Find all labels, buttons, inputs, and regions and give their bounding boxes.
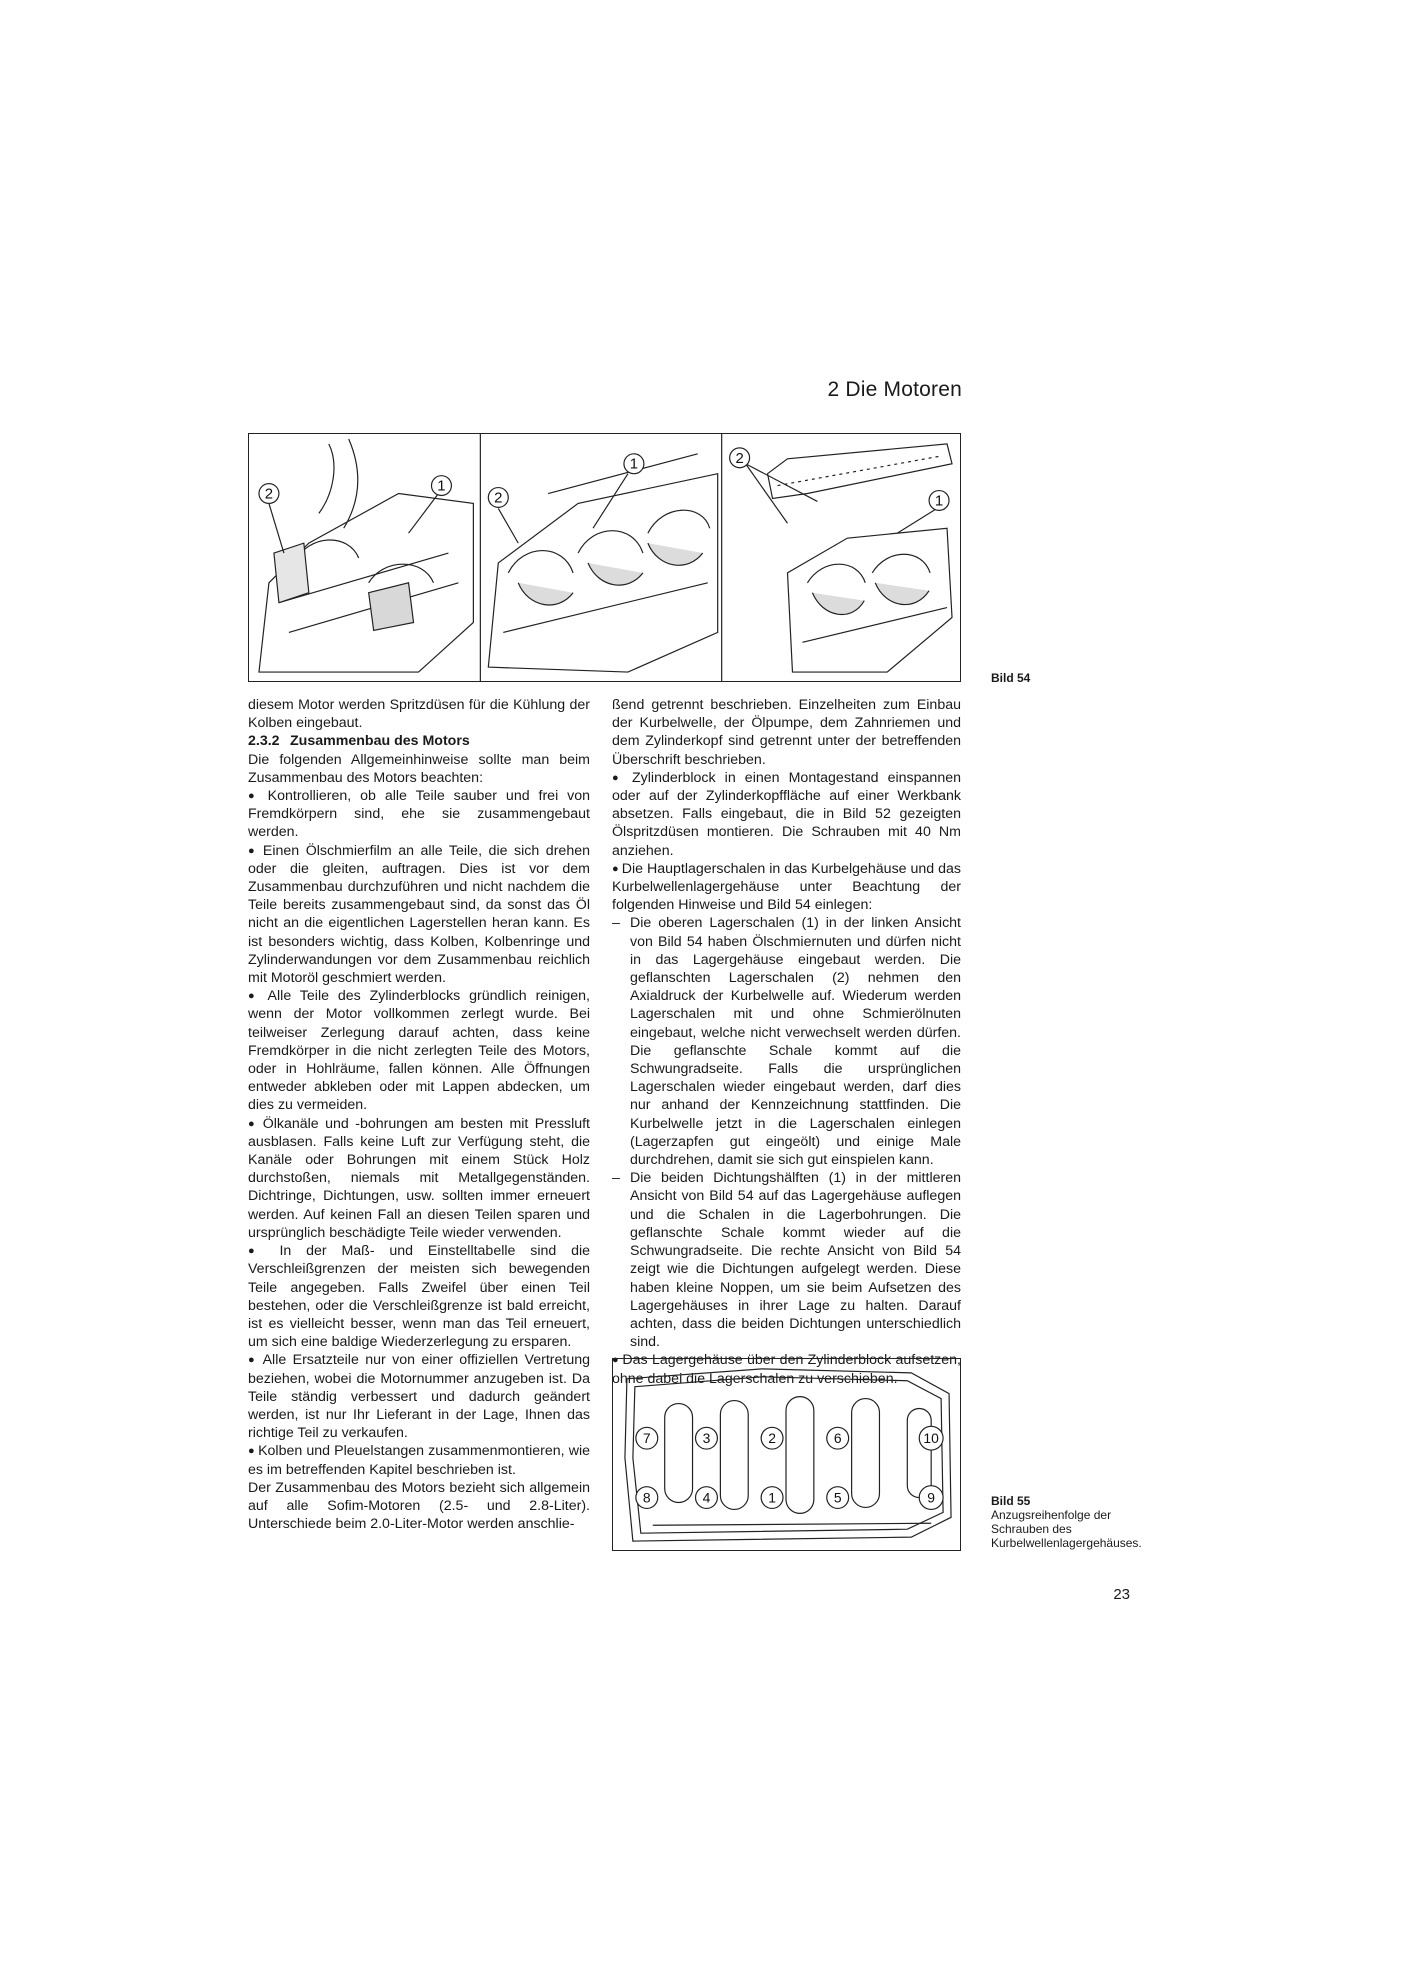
- closing-paragraph: Der Zusammenbau des Motors bezieht sich allgemein auf alle Sofim-Motoren (2.5- und 2.8-Liter). Unterschiede beim 2.0-Liter-Motor werden anschlie-: [248, 1479, 590, 1533]
- bolt-number: 9: [927, 1489, 936, 1506]
- section-title: Zusammenbau des Motors: [290, 733, 470, 750]
- page-number: 23: [1113, 1586, 1130, 1603]
- bullet-item: ● Die Hauptlagerschalen in das Kurbelgehäuse und das Kurbelwellenlagergehäuse unter Beachtung der folgenden Hinweise und Bild 54 einlegen:: [612, 860, 961, 915]
- figure-55-caption-text: Anzugsreihenfolge der Schrauben des Kurbelwellenlagergehäuses.: [991, 1508, 1142, 1550]
- bolt-number: 2: [768, 1430, 776, 1447]
- section-heading: [248, 732, 590, 750]
- bolt-number: 7: [642, 1430, 651, 1447]
- chapter-title: 2 Die Motoren: [827, 378, 962, 401]
- figure-54-marker: 1: [629, 456, 639, 473]
- bullet-item: ● Kolben und Pleuelstangen zusammenmontieren, wie es im betreffenden Kapitel beschrieben ist.: [248, 1442, 590, 1478]
- bullet-item: ● Zylinderblock in einen Montagestand einspannen oder auf der Zylinderkopffläche auf einer Werkbank absetzen. Falls eingebaut, die in Bild 52 gezeigten Ölspritzdüsen montieren. Die Schrauben mit 40 Nm anziehen.: [612, 769, 961, 860]
- bullet-item: ● Das Lagergehäuse über den Zylinderblock aufsetzen, ohne dabei die Lagerschalen zu verschieben.: [612, 1351, 961, 1387]
- bolt-number: 10: [923, 1430, 939, 1447]
- bullet-item: ● In der Maß- und Einstelltabelle sind die Verschleißgrenzen der meisten sich bewegenden Teile angegeben. Falls Zweifel über einen Teil bestehen, oder die Verschleißgrenze ist bald erreicht, ist es vielleicht besser, wenn man das Teil erneuert, um sich eine baldige Wiederzerlegung zu ersparen.: [248, 1242, 590, 1351]
- section-number: 2.3.2: [248, 733, 280, 750]
- continuation-paragraph: ßend getrennt beschrieben. Einzelheiten zum Einbau der Kurbelwelle, der Ölpumpe, dem Zahnriemen und dem Zylinderkopf sind getrennt unter der betreffenden Überschrift beschrieben.: [612, 697, 961, 768]
- lead-paragraph: Die folgenden Allgemeinhinweise sollte man beim Zusammenbau des Motors beachten:: [248, 751, 590, 786]
- figure-54-illustration: [248, 433, 961, 682]
- bullet-item: ● Alle Teile des Zylinderblocks gründlich reinigen, wenn der Motor vollkommen zerlegt wurde. Bei teilweiser Zerlegung darauf achten, dass keine Fremdkörper in die nicht zerlegten Teile des Motors, oder in Hohlräume, fallen können. Alle Öffnungen entweder abkleben oder mit Lappen abdecken, um dies zu vermeiden.: [248, 987, 590, 1114]
- figure-54-marker: 2: [494, 490, 503, 507]
- figure-54-marker: 1: [934, 493, 944, 510]
- dash-item: – Die oberen Lagerschalen (1) in der linken Ansicht von Bild 54 haben Ölschmiernuten und dürfen nicht in das Lagergehäuse eingebaut werden. Die geflanschten Lagerschalen (2) nehmen den Axialdruck der Kurbelwelle auf. Wiederum werden Lagerschalen mit und ohne Schmierölnuten eingebaut, welche nicht verwechselt werden dürfen. Die geflanschte Schale kommt auf die Schwungradseite. Falls die ursprünglichen Lagerschalen wieder eingebaut werden, darf dies nur anhand der Kennzeichnung stattfinden. Die Kurbelwelle jetzt in die Lagerschalen einlegen (Lagerzapfen gut eingeölt) und einige Male durchdrehen, damit sie sich gut einspielen kann.: [612, 914, 961, 1169]
- figure-55-caption: [991, 1494, 1141, 1550]
- figure-54-caption: Bild 54: [991, 671, 1031, 685]
- bolt-number: 6: [833, 1430, 842, 1447]
- bullet-item: ● Einen Ölschmierfilm an alle Teile, die sich drehen oder die gleiten, auftragen. Dies ist vor dem Zusammenbau durchzuführen und nicht nachdem die Teile bereits zusammengebaut sind, da sonst das Öl nicht an die eigentlichen Lagerstellen heran kann. Es ist besonders wichtig, dass Kolben, Kolbenringe und Zylinderwandungen vor dem Zusammenbau reichlich mit Motoröl geschmiert werden.: [248, 842, 590, 988]
- bullet-item: ● Ölkanäle und -bohrungen am besten mit Pressluft ausblasen. Falls keine Luft zur Verfügung steht, die Kanäle oder Bohrungen mit einem Stück Holz durchstoßen, niemals mit Metallgegenständen. Dichtringe, Dichtungen, usw. sollten immer erneuert werden. Auf keinen Fall an diesen Teilen sparen und ursprünglich beschädigte Teile wieder verwenden.: [248, 1115, 590, 1242]
- bolt-number: 5: [833, 1489, 842, 1506]
- right-column: [612, 696, 961, 1388]
- dash-item: – Die beiden Dichtungshälften (1) in der mittleren Ansicht von Bild 54 auf das Lagergehäuse auflegen und die Schalen in die Lagerbohrungen. Die geflanschte Schale kommt wieder auf die Schwungradseite. Die rechte Ansicht von Bild 54 zeigt wie die Dichtungen aufgelegt werden. Diese haben kleine Noppen, um sie beim Aufsetzen des Lagergehäuses in ihrer Lage zu halten. Darauf achten, dass die beiden Dichtungen unterschiedlich sind.: [612, 1169, 961, 1351]
- bolt-number: 4: [702, 1489, 711, 1506]
- bolt-number: 3: [702, 1430, 711, 1447]
- figure-54-marker: 1: [437, 478, 446, 495]
- bolt-number: 8: [642, 1489, 651, 1506]
- left-column: [248, 696, 590, 1533]
- bolt-number: 1: [768, 1489, 776, 1506]
- figure-54-marker: 2: [735, 450, 744, 467]
- figure-55-caption-label: Bild 55: [991, 1494, 1031, 1508]
- figure-54-marker: 2: [264, 486, 274, 503]
- figure-55-bolt-sequence: [612, 1358, 961, 1551]
- bullet-item: ● Alle Ersatzteile nur von einer offiziellen Vertretung beziehen, wobei die Motornummer anzugeben ist. Da Teile ständig verbessert und dadurch geändert werden, ist nur Ihr Lieferant in der Lage, Ihnen das richtige Teil zu verkaufen.: [248, 1351, 590, 1442]
- intro-paragraph: diesem Motor werden Spritzdüsen für die Kühlung der Kolben eingebaut.: [248, 697, 590, 732]
- bullet-item: ● Kontrollieren, ob alle Teile sauber und frei von Fremdkörpern sind, ehe sie zusammengebaut werden.: [248, 787, 590, 842]
